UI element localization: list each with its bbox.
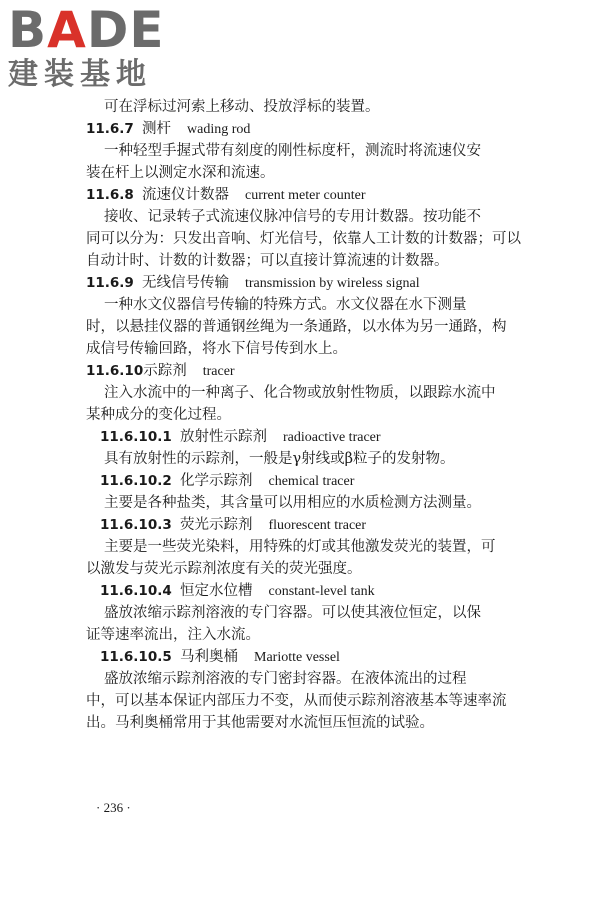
logo-subtitle: 建装基地 [8, 57, 152, 92]
term-chinese: 化学示踪剂 [180, 473, 253, 489]
term-number: 11.6.7 [86, 121, 134, 137]
term-english: fluorescent tracer [268, 518, 367, 533]
paragraph-line: 一种水文仪器信号传输的特殊方式。水文仪器在水下测量 [104, 297, 467, 313]
term-chinese: 无线信号传输 [142, 275, 229, 291]
term-chinese: 放射性示踪剂 [180, 429, 267, 445]
term-english: chemical tracer [268, 474, 355, 489]
paragraph-continuation: 证等速率流出，注入水流。 [86, 627, 260, 643]
term-english: wading rod [187, 122, 251, 137]
term-number: 11.6.8 [86, 187, 134, 203]
paragraph-continuation: 时，以悬挂仪器的普通钢丝绳为一条通路，以水体为另一通路，构 [86, 319, 507, 335]
term-chinese: 马利奥桶 [180, 649, 238, 665]
paragraph-line: 盛放浓缩示踪剂溶液的专门容器。可以使其液位恒定，以保 [104, 605, 481, 621]
term-english: transmission by wireless signal [245, 276, 420, 291]
term-number: 11.6.10.2 [100, 473, 172, 489]
term-entry [86, 360, 516, 382]
term-number: 11.6.10.4 [100, 583, 172, 599]
term-entry [86, 118, 516, 140]
term-entry [86, 580, 516, 602]
paragraph-line: 主要是各种盐类，其含量可以用相应的水质检测方法测量。 [104, 495, 481, 511]
term-entry [86, 272, 516, 294]
term-chinese: 示踪剂 [143, 363, 187, 379]
paragraph-line: 具有放射性的示踪剂，一般是γ射线或β粒子的发射物。 [104, 451, 455, 467]
logo-wordmark: BADE [8, 1, 165, 59]
paragraph-line: 接收、记录转子式流速仪脉冲信号的专用计数器。按功能不 [104, 209, 481, 225]
document-body [86, 96, 521, 734]
term-entry [86, 184, 516, 206]
paragraph-line: 主要是一些荧光染料，用特殊的灯或其他激发荧光的装置，可 [104, 539, 496, 555]
term-chinese: 测杆 [142, 121, 171, 137]
paragraph-continuation: 装在杆上以测定水深和流速。 [86, 165, 275, 181]
paragraph-line: 可在浮标过河索上移动、投放浮标的装置。 [104, 99, 380, 115]
paragraph-continuation: 自动计时、计数的计数器；可以直接计算流速的计数器。 [86, 253, 449, 269]
paragraph-line: 盛放浓缩示踪剂溶液的专门密封容器。在液体流出的过程 [104, 671, 467, 687]
term-entry [86, 470, 516, 492]
term-chinese: 流速仪计数器 [142, 187, 229, 203]
paragraph-continuation: 同可以分为：只发出音响、灯光信号，依靠人工计数的计数器；可以 [86, 231, 521, 247]
paragraph-line: 注入水流中的一种离子、化合物或放射性物质，以跟踪水流中 [104, 385, 496, 401]
term-english: current meter counter [245, 188, 366, 203]
page-number: · 236 · [96, 800, 131, 815]
term-english: constant-level tank [268, 584, 375, 599]
term-entry [86, 426, 516, 448]
paragraph-continuation: 出。马利奥桶常用于其他需要对水流恒压恒流的试验。 [86, 715, 434, 731]
brand-logo [8, 1, 178, 92]
term-number: 11.6.9 [86, 275, 134, 291]
term-entry [86, 514, 516, 536]
term-english: Mariotte vessel [254, 650, 340, 665]
term-english: tracer [202, 364, 235, 379]
term-english: radioactive tracer [283, 430, 381, 445]
paragraph-continuation: 中，可以基本保证内部压力不变，从而使示踪剂溶液基本等速率流 [86, 693, 507, 709]
term-number: 11.6.10.5 [100, 649, 172, 665]
paragraph-line: 一种轻型手握式带有刻度的刚性标度杆，测流时将流速仪安 [104, 143, 481, 159]
paragraph-continuation: 以激发与荧光示踪剂浓度有关的荧光强度。 [86, 561, 362, 577]
term-number: 11.6.10 [86, 363, 144, 379]
term-chinese: 恒定水位槽 [180, 583, 253, 599]
term-number: 11.6.10.1 [100, 429, 172, 445]
paragraph-continuation: 某种成分的变化过程。 [86, 407, 231, 423]
term-chinese: 荧光示踪剂 [180, 517, 253, 533]
paragraph-continuation: 成信号传输回路，将水下信号传到水上。 [86, 341, 347, 357]
term-entry [86, 646, 516, 668]
term-number: 11.6.10.3 [100, 517, 172, 533]
